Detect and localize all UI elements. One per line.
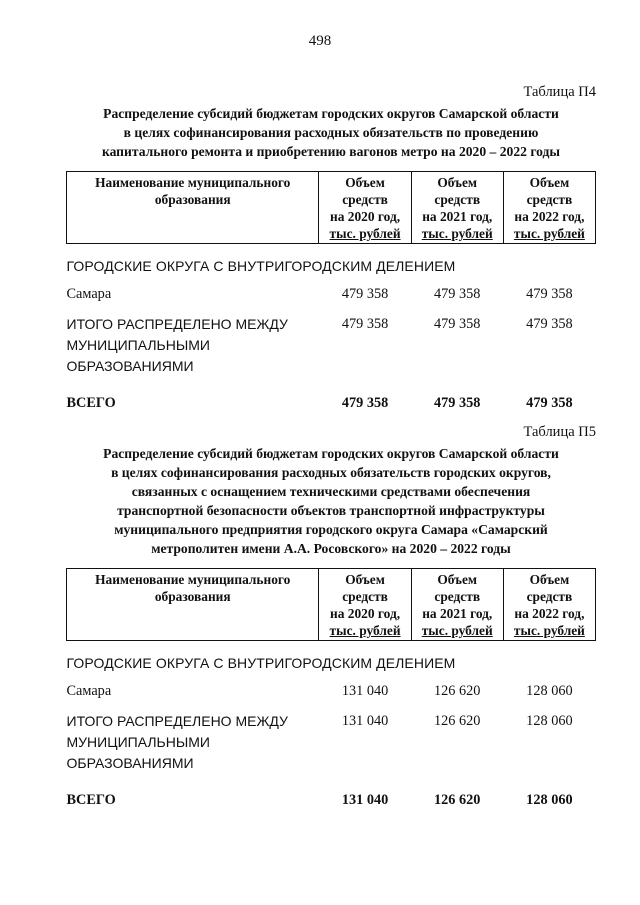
header-name-line: образования xyxy=(154,589,231,604)
table-row xyxy=(67,282,596,308)
row-name-line: ИТОГО РАСПРЕДЕЛЕНО МЕЖДУ xyxy=(66,316,288,332)
value-2021: 479 358 xyxy=(433,316,481,332)
section-title: ГОРОДСКИЕ ОКРУГА С ВНУТРИГОРОДСКИМ ДЕЛЕНИЕМ xyxy=(66,655,456,671)
header-line: на 2021 год, xyxy=(422,606,493,621)
header-line: на 2022 год, xyxy=(514,209,585,224)
header-year-2022 xyxy=(503,569,595,641)
header-line: Объем xyxy=(345,572,385,587)
value-2022: 128 060 xyxy=(526,713,573,729)
value-2020: 131 040 xyxy=(341,713,389,729)
subsidy-table xyxy=(66,568,596,810)
value-2020: 131 040 xyxy=(341,792,389,808)
row-name-line: ОБРАЗОВАНИЯМИ xyxy=(66,755,194,771)
title-line: Распределение субсидий бюджетам городских округов Самарской области xyxy=(103,446,559,461)
header-line: средств xyxy=(342,192,388,207)
table-header-row xyxy=(67,172,596,244)
table-header-row xyxy=(67,569,596,641)
title-line: в целях софинансирования расходных обязательств по проведению xyxy=(123,125,539,140)
value-2021: 479 358 xyxy=(433,395,481,411)
value-2020: 479 358 xyxy=(341,395,389,411)
header-year-2020 xyxy=(319,569,411,641)
header-line: тыс. рублей xyxy=(513,226,585,241)
header-line: тыс. рублей xyxy=(329,623,401,638)
title-line: капитального ремонта и приобретению вагонов метро на 2020 – 2022 годы xyxy=(101,144,561,159)
value-2022: 479 358 xyxy=(526,286,573,302)
table-row xyxy=(67,705,596,774)
header-line: средств xyxy=(526,589,573,604)
header-line: тыс. рублей xyxy=(421,623,493,638)
header-line: средств xyxy=(434,589,481,604)
header-line: на 2022 год, xyxy=(514,606,585,621)
header-name xyxy=(67,569,319,641)
subsidy-table xyxy=(66,171,596,413)
row-name-line: МУНИЦИПАЛЬНЫМИ xyxy=(66,337,210,353)
header-line: на 2020 год, xyxy=(330,209,401,224)
header-line: тыс. рублей xyxy=(421,226,493,241)
row-name-line: ОБРАЗОВАНИЯМИ xyxy=(66,358,194,374)
table-row xyxy=(67,679,596,705)
header-year-2021 xyxy=(411,569,503,641)
header-year-2022 xyxy=(503,172,595,244)
section-row xyxy=(67,244,596,283)
header-name-line: Наименование муниципального xyxy=(95,572,291,587)
header-name xyxy=(67,172,319,244)
header-line: Объем xyxy=(437,175,478,190)
header-line: на 2021 год, xyxy=(422,209,493,224)
header-year-2020 xyxy=(319,172,411,244)
table-label: Таблица П5 xyxy=(523,424,596,440)
title-line: транспортной безопасности объектов транспортной инфраструктуры xyxy=(117,503,545,518)
header-line: средств xyxy=(526,192,573,207)
row-name-line: МУНИЦИПАЛЬНЫМИ xyxy=(66,734,210,750)
header-line: Объем xyxy=(437,572,478,587)
row-name xyxy=(67,308,319,377)
value-2021: 126 620 xyxy=(433,713,481,729)
section-row xyxy=(67,641,596,680)
value-2020: 479 358 xyxy=(341,286,389,302)
header-line: средств xyxy=(434,192,481,207)
row-name-line: ИТОГО РАСПРЕДЕЛЕНО МЕЖДУ xyxy=(66,713,288,729)
value-2021: 126 620 xyxy=(433,792,481,808)
header-name-line: Наименование муниципального xyxy=(95,175,291,190)
table-label: Таблица П4 xyxy=(523,84,596,100)
title-line: муниципального предприятия городского округа Самара «Самарский xyxy=(114,522,548,537)
header-year-2021 xyxy=(411,172,503,244)
table-p4-block xyxy=(66,84,596,413)
title-line: метрополитен имени А.А. Росовского» на 2020 – 2022 годы xyxy=(151,541,511,556)
header-line: Объем xyxy=(529,175,570,190)
title-line: связанных с оснащением техническими средствами обеспечения xyxy=(131,484,531,499)
value-2022: 479 358 xyxy=(526,316,573,332)
row-name xyxy=(67,705,319,774)
table-title xyxy=(66,444,596,558)
header-name-line: образования xyxy=(154,192,231,207)
row-name: Самара xyxy=(66,286,112,302)
total-row xyxy=(67,774,596,810)
title-line: Распределение субсидий бюджетам городских округов Самарской области xyxy=(103,106,559,121)
header-line: Объем xyxy=(345,175,385,190)
value-2022: 479 358 xyxy=(526,395,573,411)
value-2022: 128 060 xyxy=(526,683,573,699)
row-name: ВСЕГО xyxy=(66,395,116,411)
table-row xyxy=(67,308,596,377)
row-name: ВСЕГО xyxy=(66,792,116,808)
header-line: тыс. рублей xyxy=(513,623,585,638)
value-2021: 126 620 xyxy=(433,683,481,699)
value-2021: 479 358 xyxy=(433,286,481,302)
header-line: тыс. рублей xyxy=(329,226,401,241)
value-2020: 479 358 xyxy=(341,316,389,332)
total-row xyxy=(67,377,596,413)
table-title xyxy=(66,104,596,161)
header-line: Объем xyxy=(529,572,570,587)
row-name: Самара xyxy=(66,683,112,699)
header-line: средств xyxy=(342,589,388,604)
table-p5-block xyxy=(66,424,596,810)
page-number: 498 xyxy=(308,33,332,49)
section-title: ГОРОДСКИЕ ОКРУГА С ВНУТРИГОРОДСКИМ ДЕЛЕНИЕМ xyxy=(66,258,456,274)
header-line: на 2020 год, xyxy=(330,606,401,621)
value-2022: 128 060 xyxy=(526,792,573,808)
title-line: в целях софинансирования расходных обязательств городских округов, xyxy=(111,465,551,480)
value-2020: 131 040 xyxy=(341,683,389,699)
